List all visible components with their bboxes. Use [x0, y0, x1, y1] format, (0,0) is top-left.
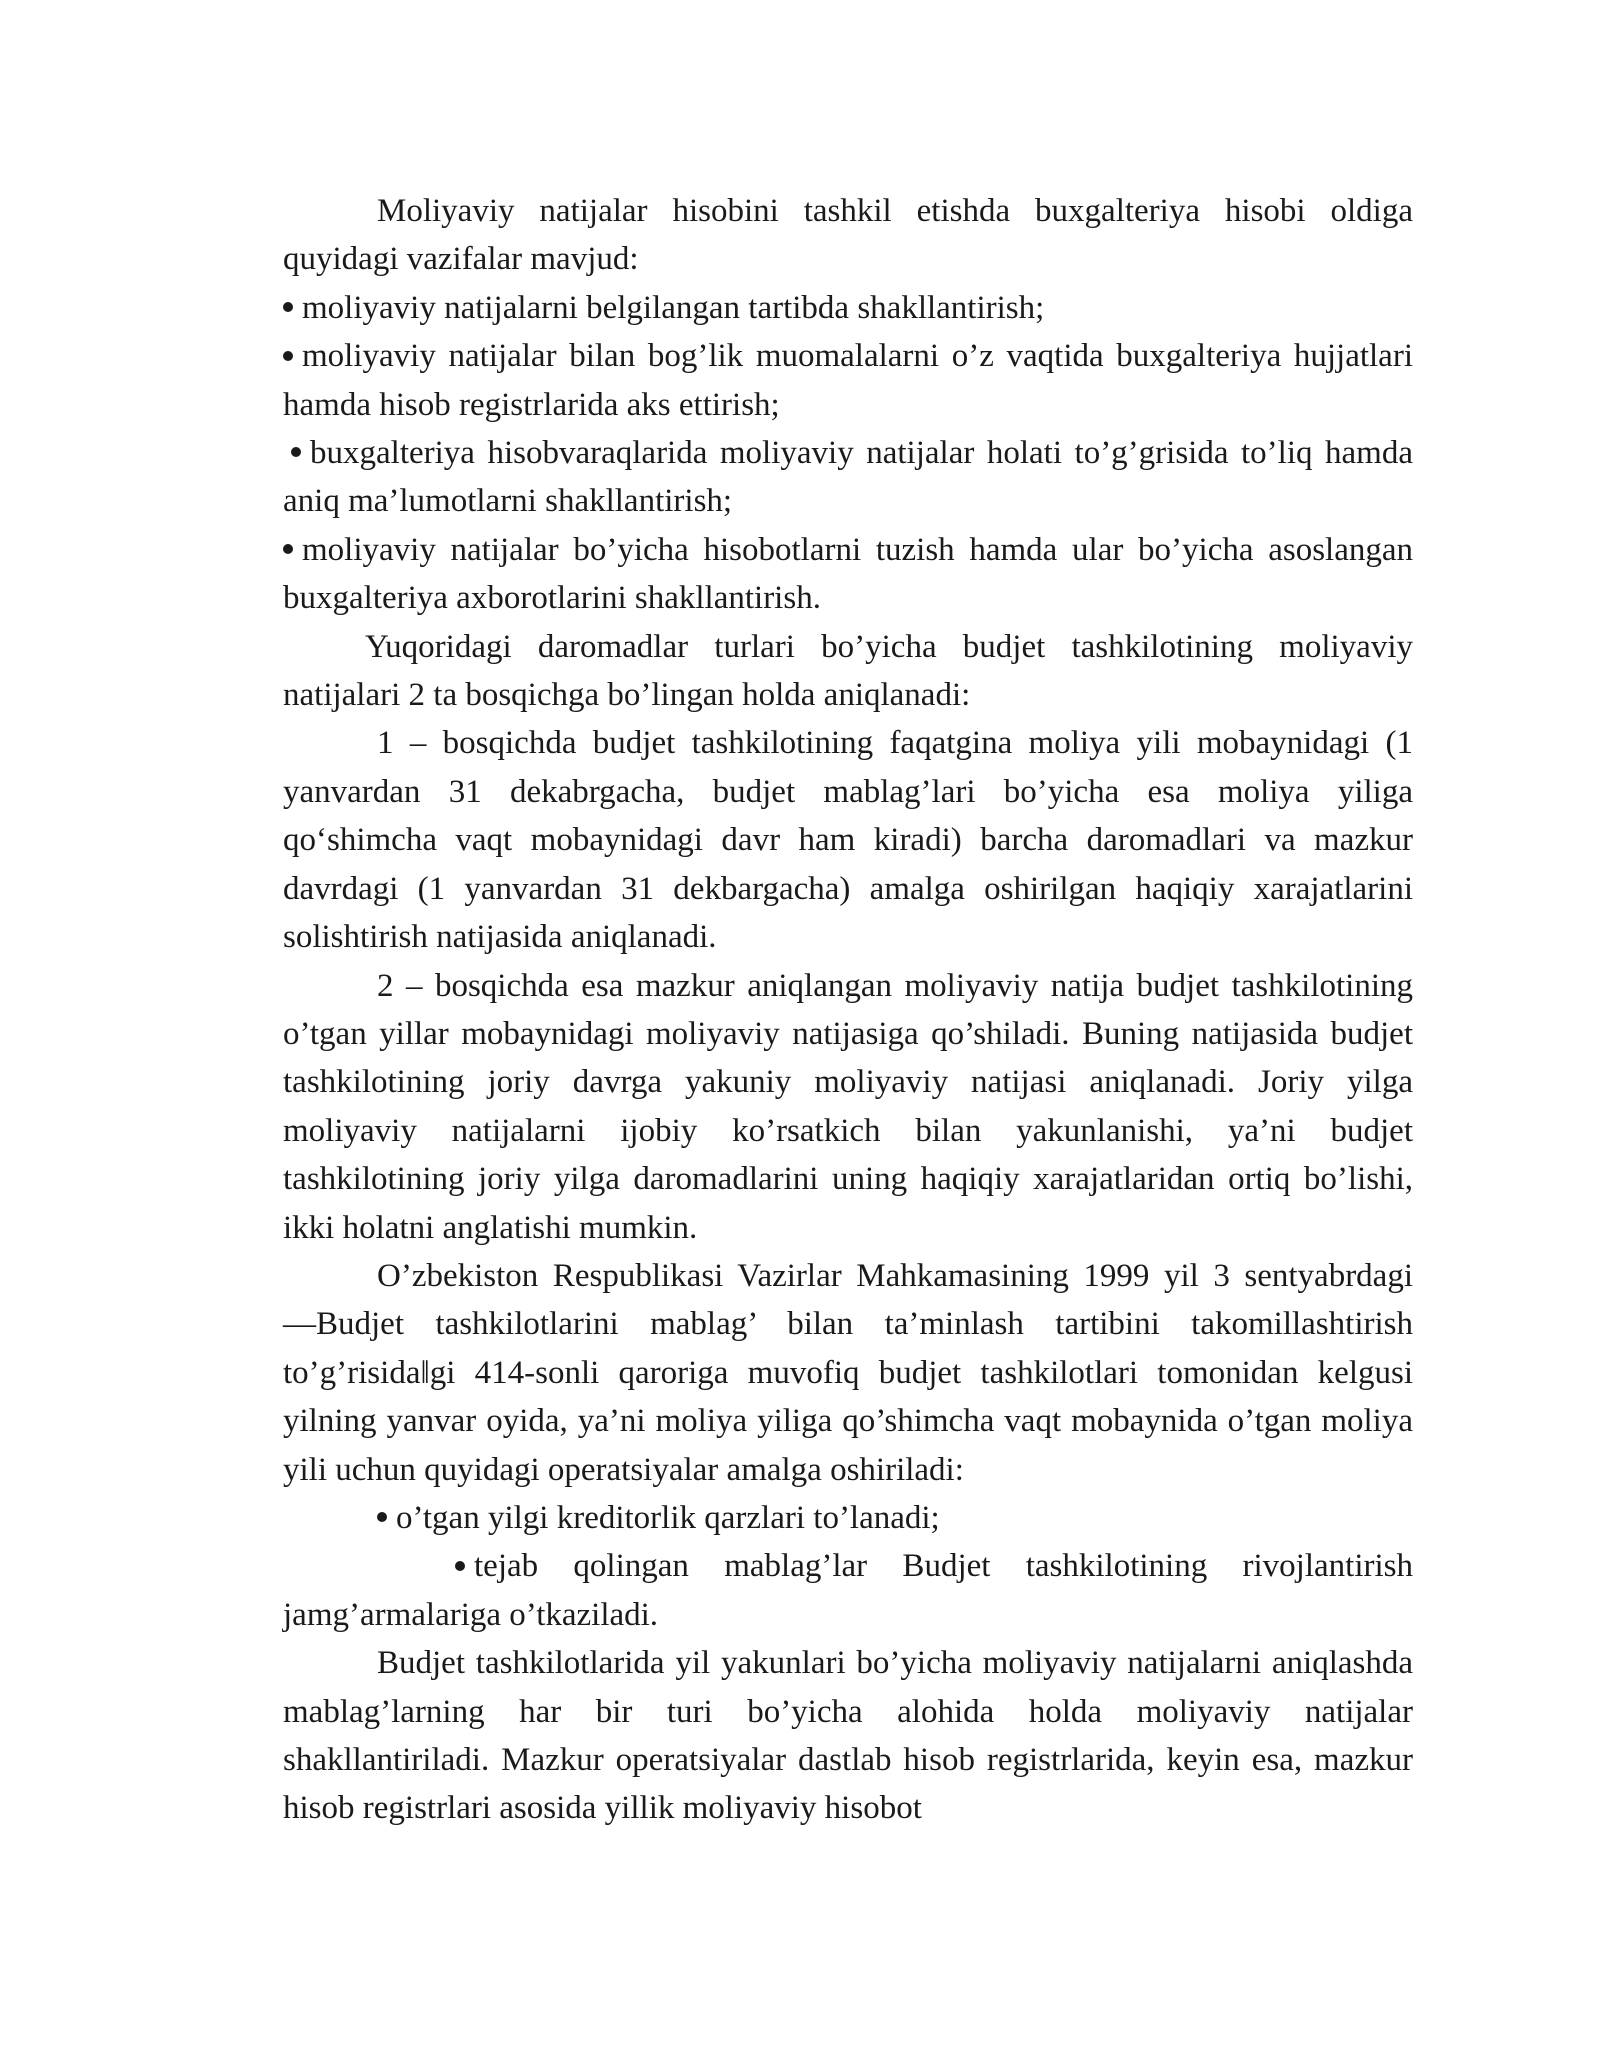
bullet-item — [283, 332, 1413, 429]
bullet-icon — [283, 351, 293, 361]
paragraph-intro: Moliyaviy natijalar hisobini tashkil etishda buxgalteriya hisobi oldiga quyidagi vazifalar mavjud: — [283, 193, 1413, 278]
bullet-text: moliyaviy natijalar bo’yicha hisobotlarni tuzish hamda ular bo’yicha asoslangan buxgalteriya axborotlarini shakllantirish. — [283, 531, 1413, 617]
bullet-item — [283, 1542, 1413, 1639]
bullet-text: o’tgan yilgi kreditorlik qarzlari to’lanadi; — [396, 1499, 940, 1536]
bullet-icon — [283, 544, 293, 554]
bullet-text: buxgalteriya hisobvaraqlarida moliyaviy natijalar holati to’g’grisida to’liq hamda aniq ma’lumotlarni shakllantirish; — [283, 435, 1413, 520]
bullet-item — [283, 526, 1413, 623]
bullet-icon — [377, 1512, 387, 1522]
bullet-text: tejab qolingan mablag’lar Budjet tashkilotining rivojlantirish jamg’armalariga o’tkaziladi. — [283, 1548, 1413, 1633]
bullet-icon — [291, 447, 301, 457]
bullet-text: moliyaviy natijalar bilan bog’lik muomalalarni o’z vaqtida buxgalteriya hujjatlari hamda hisob registrlarida aks ettirish; — [283, 338, 1413, 423]
bullet-icon — [455, 1561, 465, 1571]
document-page — [283, 187, 1413, 1833]
bullet-icon — [283, 302, 293, 312]
paragraph-stage-1: 1 – bosqichda budjet tashkilotining faqatgina moliya yili mobaynidagi (1 yanvardan 31 dekabrgacha, budjet mablag’lari bo’yicha esa moliya yiliga qo‘shimcha vaqt mobaynidagi davr ham kiradi) barcha daromadlari va mazkur davrdagi (1 yanvardan 31 dekbargacha) amalga oshirilgan haqiqiy xarajatlarini solishtirish natijasida aniqlanadi. — [283, 725, 1413, 956]
paragraph-stage-2: 2 – bosqichda esa mazkur aniqlangan moliyaviy natija budjet tashkilotining o’tgan yillar mobaynidagi moliyaviy natijasiga qo’shiladi. Buning natijasida budjet tashkilotining joriy davrga yakuniy moliyaviy natijasi aniqlanadi. Joriy yilga moliyaviy natijalarni ijobiy ko’rsatkich bilan yakunlanishi, ya’ni budjet tashkilotining joriy yilga daromadlarini uning haqiqiy xarajatlaridan ortiq bo’lishi, ikki holatni anglatishi mumkin. — [283, 967, 1413, 1246]
paragraph-stages: Yuqoridagi daromadlar turlari bo’yicha budjet tashkilotining moliyaviy natijalari 2 ta bosqichga bo’lingan holda aniqlanadi: — [283, 628, 1413, 714]
bullet-item — [283, 284, 1413, 332]
bullet-item — [283, 1494, 1413, 1542]
paragraph-decree: O’zbekiston Respublikasi Vazirlar Mahkamasining 1999 yil 3 sentyabrdagi ―Budjet tashkilotlarini mablag’ bilan ta’minlash tartibini takomillashtirish to’g’risida‖gi 414-sonli qaroriga muvofiq budjet tashkilotlari tomonidan kelgusi yilning yanvar oyida, ya’ni moliya yiliga qo’shimcha vaqt mobaynida o’tgan moliya yili uchun quyidagi operatsiyalar amalga oshiriladi: — [283, 1257, 1413, 1488]
bullet-item — [283, 429, 1413, 526]
bullet-text: moliyaviy natijalarni belgilangan tartibda shakllantirish; — [302, 289, 1045, 326]
paragraph-year-results: Budjet tashkilotlarida yil yakunlari bo’yicha moliyaviy natijalarni aniqlashda mablag’larning har bir turi bo’yicha alohida holda moliyaviy natijalar shakllantiriladi. Mazkur operatsiyalar dastlab hisob registrlarida, keyin esa, mazkur hisob registrlari asosida yillik moliyaviy hisobot — [283, 1645, 1413, 1827]
